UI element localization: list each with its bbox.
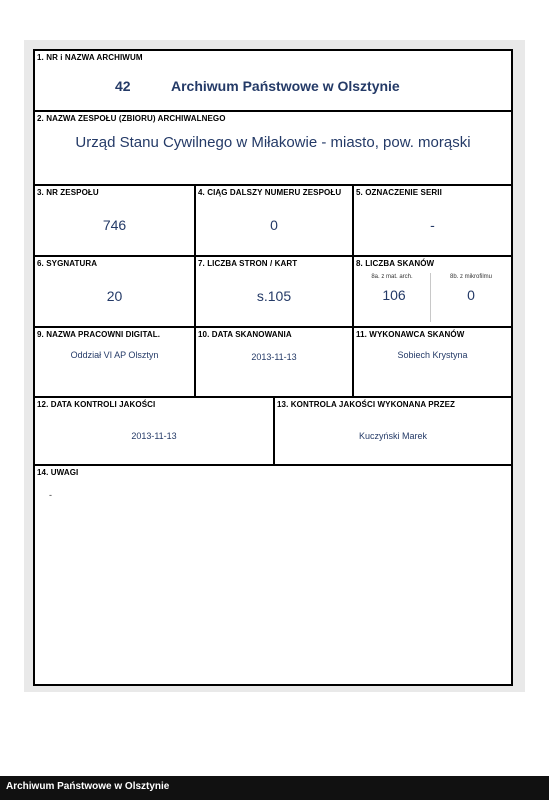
field-archive xyxy=(33,49,513,112)
remarks-value: - xyxy=(49,490,52,500)
scan-count-microfilm-value: 0 xyxy=(467,287,475,303)
field-quality-check-date xyxy=(33,396,275,466)
field-remarks xyxy=(33,464,513,686)
scan-count-archival-label: 8a. z mat. arch. xyxy=(371,274,413,280)
field-signature xyxy=(33,255,196,328)
fonds-name-value: Urząd Stanu Cywilnego w Miłakowie - miasto, pow. morąski xyxy=(75,134,471,151)
field-quality-checker-label: 13. KONTROLA JAKOŚCI WYKONANA PRZEZ xyxy=(277,400,456,409)
scan-operator-value: Sobiech Krystyna xyxy=(397,350,468,360)
field-scan-count xyxy=(352,255,513,328)
field-fonds-name xyxy=(33,110,513,186)
scan-count-archival-value: 106 xyxy=(382,287,406,303)
field-scan-operator-label: 11. WYKONAWCA SKANÓW xyxy=(356,330,465,339)
page-count-value: s.105 xyxy=(256,288,292,304)
scan-date-value: 2013-11-13 xyxy=(251,352,297,362)
fonds-number-continued-value: 0 xyxy=(270,217,278,233)
field-remarks-label: 14. UWAGI xyxy=(37,468,79,477)
field-scan-count-label: 8. LICZBA SKANÓW xyxy=(356,259,435,268)
scan-count-microfilm-label: 8b. z mikrofilmu xyxy=(449,274,492,280)
field-fonds-number xyxy=(33,184,196,257)
field-signature-label: 6. SYGNATURA xyxy=(37,259,98,268)
footer-bar xyxy=(0,776,549,800)
field-series-designation-label: 5. OZNACZENIE SERII xyxy=(356,188,442,197)
digitization-lab-value: Oddział VI AP Olsztyn xyxy=(70,350,159,360)
field-scan-date-label: 10. DATA SKANOWANIA xyxy=(198,330,292,339)
quality-check-date-value: 2013-11-13 xyxy=(131,431,177,441)
field-quality-check-date-label: 12. DATA KONTROLI JAKOŚCI xyxy=(37,400,156,409)
fonds-number-value: 746 xyxy=(102,217,127,233)
field-fonds-number-continued xyxy=(194,184,354,257)
field-fonds-number-continued-label: 4. CIĄG DALSZY NUMERU ZESPOŁU xyxy=(198,188,342,197)
field-scan-date xyxy=(194,326,354,398)
quality-checker-value: Kuczyński Marek xyxy=(358,431,428,441)
archive-name: Archiwum Państwowe w Olsztynie xyxy=(171,78,400,94)
field-series-designation xyxy=(352,184,513,257)
field-digitization-lab xyxy=(33,326,196,398)
field-fonds-number-label: 3. NR ZESPOŁU xyxy=(37,188,99,197)
signature-value: 20 xyxy=(106,288,123,304)
field-quality-checker xyxy=(273,396,513,466)
series-designation-value: - xyxy=(430,217,435,233)
footer-archive-name: Archiwum Państwowe w Olsztynie xyxy=(6,781,170,792)
field-scan-operator xyxy=(352,326,513,398)
field-digitization-lab-label: 9. NAZWA PRACOWNI DIGITAL. xyxy=(37,330,161,339)
field-archive-label: 1. NR i NAZWA ARCHIWUM xyxy=(37,53,143,62)
field-page-count-label: 7. LICZBA STRON / KART xyxy=(198,259,298,268)
field-fonds-name-label: 2. NAZWA ZESPOŁU (ZBIORU) ARCHIWALNEGO xyxy=(37,114,226,123)
field-page-count xyxy=(194,255,354,328)
archive-number: 42 xyxy=(115,78,131,94)
